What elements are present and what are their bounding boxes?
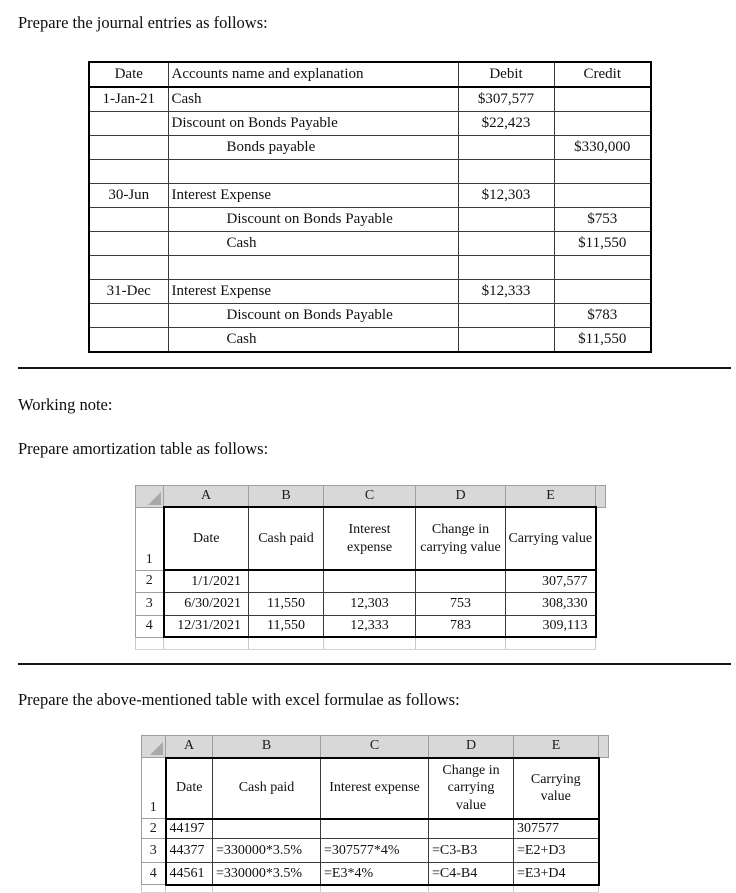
- spreadsheet-cell: =330000*3.5%: [213, 863, 321, 885]
- column-header-a: A: [166, 736, 213, 758]
- row-number: 2: [136, 570, 164, 592]
- journal-row: [89, 304, 651, 328]
- spreadsheet-cell: [321, 819, 429, 839]
- column-header-d: D: [416, 486, 506, 508]
- spreadsheet-row: [136, 615, 606, 637]
- journal-cell-debit: $307,577: [458, 87, 554, 112]
- journal-row: [89, 256, 651, 280]
- spreadsheet-cell: [324, 570, 416, 592]
- row-number: 1: [142, 758, 166, 819]
- journal-cell-credit: $330,000: [554, 136, 651, 160]
- journal-cell-debit: [458, 160, 554, 184]
- gridline-sliver-row: [136, 637, 606, 649]
- spreadsheet-row: [136, 570, 606, 592]
- journal-cell-date: [89, 160, 168, 184]
- spreadsheet-cell: =C4-B4: [429, 863, 514, 885]
- row-number: 2: [142, 819, 166, 839]
- journal-cell-debit: [458, 304, 554, 328]
- column-header-c: C: [324, 486, 416, 508]
- column-header-a: A: [164, 486, 249, 508]
- spreadsheet-cell: =330000*3.5%: [213, 839, 321, 863]
- journal-row: [89, 112, 651, 136]
- spreadsheet-cell: 307577: [514, 819, 599, 839]
- row-number: 3: [136, 592, 164, 615]
- column-header-extra: [599, 736, 609, 758]
- spreadsheet-cell: =E3+D4: [514, 863, 599, 885]
- journal-cell-debit: $12,333: [458, 280, 554, 304]
- spreadsheet-cell: 309,113: [506, 615, 596, 637]
- journal-cell-debit: $22,423: [458, 112, 554, 136]
- journal-cell-debit: [458, 232, 554, 256]
- column-header-e: E: [506, 486, 596, 508]
- journal-cell-date: [89, 136, 168, 160]
- spreadsheet-cell: Carrying value: [506, 507, 596, 570]
- formula-table: [141, 735, 609, 893]
- spreadsheet-cell: 11,550: [249, 615, 324, 637]
- spreadsheet-cell: Carrying value: [514, 758, 599, 819]
- spreadsheet-cell: 44197: [166, 819, 213, 839]
- column-header-b: B: [249, 486, 324, 508]
- journal-entries-table: [88, 61, 652, 353]
- spreadsheet-cell: Change in carrying value: [416, 507, 506, 570]
- journal-cell-date: [89, 232, 168, 256]
- journal-cell-date: 30-Jun: [89, 184, 168, 208]
- column-letters-row: [136, 486, 606, 508]
- journal-cell-credit: $753: [554, 208, 651, 232]
- journal-cell-date: [89, 208, 168, 232]
- spreadsheet-cell: [429, 819, 514, 839]
- journal-cell-date: [89, 256, 168, 280]
- journal-header-account: Accounts name and explanation: [168, 62, 458, 87]
- spreadsheet-cell: 753: [416, 592, 506, 615]
- journal-cell-account: [168, 256, 458, 280]
- spreadsheet-cell: [213, 819, 321, 839]
- journal-cell-debit: [458, 136, 554, 160]
- journal-cell-account: Discount on Bonds Payable: [168, 304, 458, 328]
- spreadsheet-cell: Interest expense: [324, 507, 416, 570]
- spreadsheet-cell: 44561: [166, 863, 213, 885]
- row-number: 3: [142, 839, 166, 863]
- journal-cell-debit: $12,303: [458, 184, 554, 208]
- intro-text: Prepare the journal entries as follows:: [18, 13, 268, 32]
- section-divider: [18, 663, 731, 665]
- journal-cell-debit: [458, 208, 554, 232]
- spreadsheet-cell: 12/31/2021: [164, 615, 249, 637]
- journal-cell-date: [89, 328, 168, 353]
- spreadsheet-cell: 783: [416, 615, 506, 637]
- spreadsheet-cell: Change in carrying value: [429, 758, 514, 819]
- journal-header-row: [89, 62, 651, 87]
- journal-cell-debit: [458, 328, 554, 353]
- spreadsheet-row: [142, 819, 609, 839]
- formulae-intro-text: Prepare the above-mentioned table with excel formulae as follows:: [18, 690, 460, 709]
- journal-cell-account: Discount on Bonds Payable: [168, 208, 458, 232]
- select-all-triangle-icon: [150, 742, 163, 755]
- column-header-c: C: [321, 736, 429, 758]
- journal-cell-credit: [554, 184, 651, 208]
- spreadsheet-cell: =C3-B3: [429, 839, 514, 863]
- spreadsheet-cell: 44377: [166, 839, 213, 863]
- column-header-extra: [596, 486, 606, 508]
- spreadsheet-cell: 1/1/2021: [164, 570, 249, 592]
- gridline-sliver-row: [142, 885, 609, 893]
- journal-cell-account: Cash: [168, 232, 458, 256]
- journal-header-date: Date: [89, 62, 168, 87]
- journal-cell-credit: [554, 256, 651, 280]
- row-number: 4: [142, 863, 166, 885]
- journal-row: [89, 136, 651, 160]
- journal-row: [89, 232, 651, 256]
- spreadsheet-cell: Date: [166, 758, 213, 819]
- journal-cell-date: [89, 304, 168, 328]
- journal-row: [89, 87, 651, 112]
- spreadsheet-cell: [249, 570, 324, 592]
- row-number: 4: [136, 615, 164, 637]
- spreadsheet-cell: Cash paid: [249, 507, 324, 570]
- journal-cell-date: 31-Dec: [89, 280, 168, 304]
- journal-cell-account: Discount on Bonds Payable: [168, 112, 458, 136]
- column-header-d: D: [429, 736, 514, 758]
- column-header-e: E: [514, 736, 599, 758]
- row-number: 1: [136, 507, 164, 570]
- select-all-triangle-icon: [148, 492, 161, 505]
- spreadsheet-cell: 308,330: [506, 592, 596, 615]
- journal-cell-date: 1-Jan-21: [89, 87, 168, 112]
- spreadsheet-row: [142, 839, 609, 863]
- journal-cell-debit: [458, 256, 554, 280]
- journal-cell-credit: [554, 160, 651, 184]
- journal-cell-credit: [554, 87, 651, 112]
- spreadsheet-header-row: [136, 507, 606, 570]
- journal-row: [89, 184, 651, 208]
- journal-cell-date: [89, 112, 168, 136]
- spreadsheet-cell: =E2+D3: [514, 839, 599, 863]
- journal-header-credit: Credit: [554, 62, 651, 87]
- amortization-intro-text: Prepare amortization table as follows:: [18, 439, 269, 458]
- journal-cell-credit: $783: [554, 304, 651, 328]
- section-divider: [18, 367, 731, 369]
- journal-cell-account: Interest Expense: [168, 184, 458, 208]
- select-all-corner: [136, 486, 164, 508]
- journal-cell-account: Cash: [168, 328, 458, 353]
- spreadsheet-header-row: [142, 758, 609, 819]
- spreadsheet-cell: 307,577: [506, 570, 596, 592]
- amortization-table: [135, 485, 606, 650]
- spreadsheet-cell: Interest expense: [321, 758, 429, 819]
- journal-header-debit: Debit: [458, 62, 554, 87]
- spreadsheet-row: [136, 592, 606, 615]
- spreadsheet-cell: Cash paid: [213, 758, 321, 819]
- select-all-corner: [142, 736, 166, 758]
- journal-row: [89, 280, 651, 304]
- spreadsheet-cell: 12,333: [324, 615, 416, 637]
- spreadsheet-cell: 12,303: [324, 592, 416, 615]
- journal-row: [89, 328, 651, 353]
- spreadsheet-cell: 6/30/2021: [164, 592, 249, 615]
- working-note-label: Working note:: [18, 395, 113, 414]
- spreadsheet-cell: [416, 570, 506, 592]
- column-letters-row: [142, 736, 609, 758]
- journal-cell-credit: $11,550: [554, 232, 651, 256]
- journal-cell-account: [168, 160, 458, 184]
- journal-cell-credit: $11,550: [554, 328, 651, 353]
- journal-row: [89, 208, 651, 232]
- column-header-b: B: [213, 736, 321, 758]
- journal-cell-account: Bonds payable: [168, 136, 458, 160]
- journal-cell-credit: [554, 280, 651, 304]
- spreadsheet-cell: Date: [164, 507, 249, 570]
- spreadsheet-cell: 11,550: [249, 592, 324, 615]
- journal-row: [89, 160, 651, 184]
- spreadsheet-row: [142, 863, 609, 885]
- spreadsheet-cell: =E3*4%: [321, 863, 429, 885]
- journal-cell-account: Cash: [168, 87, 458, 112]
- spreadsheet-cell: =307577*4%: [321, 839, 429, 863]
- journal-cell-account: Interest Expense: [168, 280, 458, 304]
- journal-cell-credit: [554, 112, 651, 136]
